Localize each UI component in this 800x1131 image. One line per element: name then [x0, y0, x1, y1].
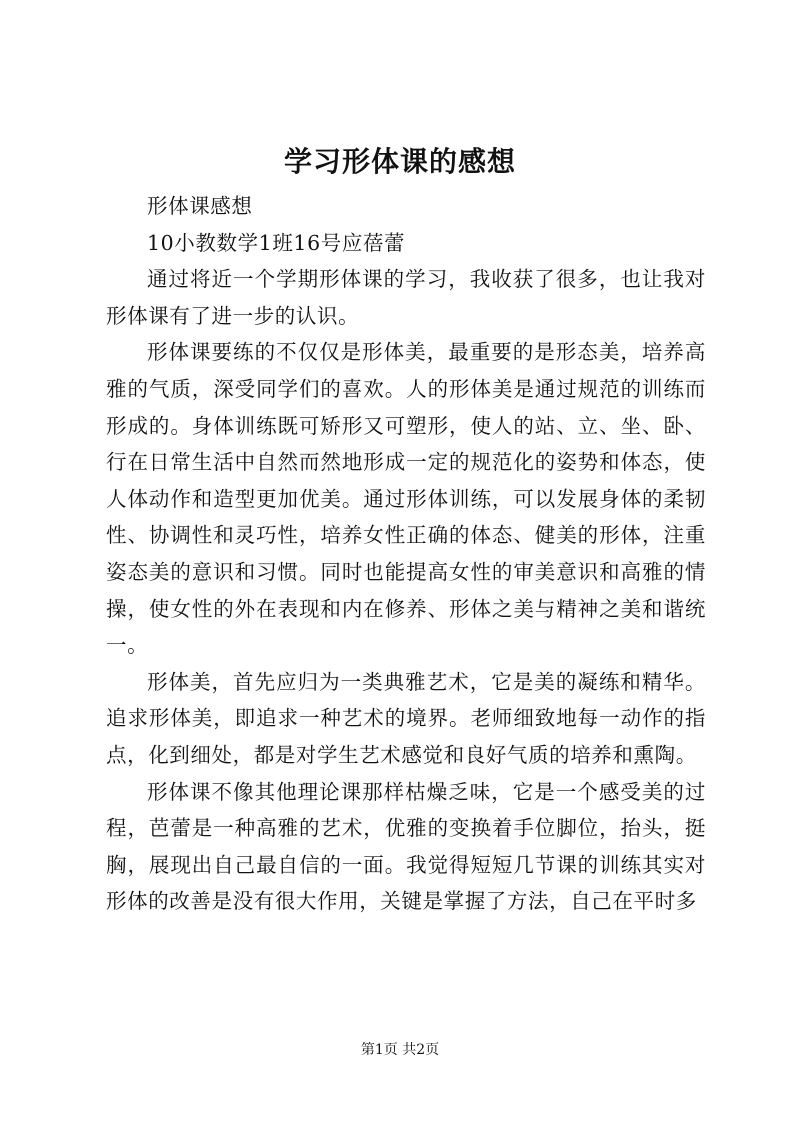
- body-paragraph: 形体课不像其他理论课那样枯燥乏味，它是一个感受美的过程，芭蕾是一种高雅的艺术，优雅的变换着手位脚位，抬头，挺胸，展现出自己最自信的一面。我觉得短短几节课的训练其实对形体的改善是没有很大作用，关键是掌握了方法，自己在平时多: [106, 779, 706, 914]
- subtitle-paragraph: 形体课感想: [147, 194, 253, 218]
- document-title: 学习形体课的感想: [283, 145, 516, 178]
- author-paragraph: 10小教数学1班16号应蓓蕾: [147, 230, 406, 255]
- body-paragraph: 形体课要练的不仅仅是形体美，最重要的是形态美，培养高雅的气质，深受同学们的喜欢。人的形体美是通过规范的训练而形成的。身体训练既可矫形又可塑形，使人的站、立、坐、卧、行在日常生活中自然而然地形成一定的规范化的姿势和体态，使人体动作和造型更加优美。通过形体训练，可以发展身体的柔韧性、协调性和灵巧性，培养女性正确的体态、健美的形体，注重姿态美的意识和习惯。同时也能提高女性的审美意识和高雅的情操，使女性的外在表现和内在修养、形体之美与精神之美和谐统一。: [106, 340, 706, 658]
- document-body: [106, 188, 706, 920]
- body-paragraph: 形体美，首先应归为一类典雅艺术，它是美的凝练和精华。追求形体美，即追求一种艺术的境界。老师细致地每一动作的指点，化到细处，都是对学生艺术感觉和良好气质的培养和熏陶。: [106, 669, 706, 767]
- body-paragraph: 通过将近一个学期形体课的学习，我收获了很多，也让我对形体课有了进一步的认识。: [106, 267, 706, 328]
- page-footer: 第1页 共2页: [360, 1042, 440, 1058]
